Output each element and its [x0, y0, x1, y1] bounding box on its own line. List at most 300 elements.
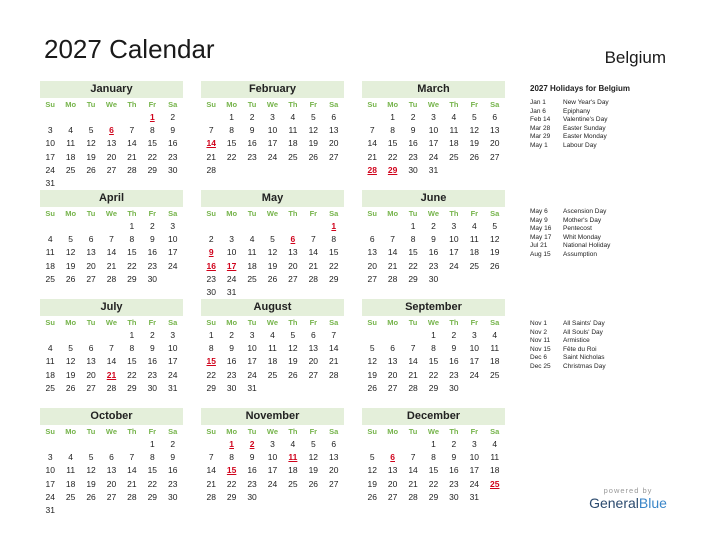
- holiday-name: Labour Day: [563, 141, 597, 149]
- day-cell: 6: [390, 343, 395, 354]
- day-cell: 29: [428, 491, 439, 502]
- empty-day: [101, 329, 121, 342]
- weekday-label: Su: [206, 318, 216, 327]
- empty-day: [101, 111, 121, 124]
- month-name: March: [362, 81, 505, 98]
- weekday-label: Tu: [247, 427, 257, 436]
- day-cell: 30: [408, 164, 418, 175]
- day-cell: 4: [290, 112, 296, 122]
- day-cell: 18: [45, 260, 55, 271]
- day-cell: 3: [270, 112, 275, 122]
- day-cell: 13: [329, 125, 339, 136]
- weekday-label: Sa: [168, 100, 178, 109]
- day-cell: 21: [367, 151, 377, 162]
- day-cell: 6: [88, 234, 94, 245]
- weekday-label: Tu: [408, 100, 418, 109]
- weekday-label: We: [105, 318, 118, 327]
- day-cell: 27: [288, 273, 298, 284]
- weekday-label: Sa: [329, 209, 339, 218]
- weekday-label: Fr: [148, 318, 157, 327]
- brand-powered: powered by: [603, 486, 653, 495]
- holiday-date: Nov 2: [530, 328, 547, 336]
- empty-day: [201, 438, 221, 451]
- holiday-row: [530, 363, 680, 372]
- month-name: January: [40, 81, 183, 98]
- day-cell: 7: [410, 452, 416, 463]
- month-name: December: [362, 408, 505, 425]
- day-cell: 3: [249, 330, 255, 340]
- day-cell: 12: [86, 138, 96, 149]
- day-cell: 24: [449, 260, 459, 271]
- day-cell: 17: [428, 138, 439, 149]
- day-cell: 16: [428, 247, 439, 258]
- holiday-name: Easter Sunday: [563, 124, 606, 132]
- weekday-label: Tu: [86, 209, 96, 218]
- day-cell: 31: [428, 164, 439, 175]
- empty-day: [201, 111, 221, 124]
- day-cell: 22: [226, 478, 237, 489]
- day-cell: 9: [451, 452, 457, 463]
- holiday-group: [530, 208, 680, 259]
- day-cell: 13: [329, 452, 339, 463]
- day-cell: 7: [129, 125, 135, 136]
- weekday-label: Th: [449, 318, 459, 327]
- day-cell: 6: [369, 234, 375, 245]
- day-cell: 19: [490, 247, 500, 258]
- month-december: [362, 408, 505, 504]
- day-cell: 28: [127, 164, 137, 175]
- day-cell: 30: [226, 382, 237, 393]
- holiday-date: Nov 1: [530, 320, 547, 327]
- day-cell: 4: [290, 439, 296, 449]
- day-cell: 25: [469, 260, 480, 271]
- day-cell: 18: [65, 151, 76, 162]
- day-cell: 13: [106, 138, 117, 149]
- day-cell: 6: [88, 343, 94, 354]
- day-cell: 2: [410, 112, 416, 122]
- weekday-label: Su: [206, 209, 216, 218]
- holidays-title: 2027 Holidays for Belgium: [530, 84, 631, 93]
- day-cell: 9: [249, 452, 255, 463]
- holiday-date: May 6: [530, 208, 548, 215]
- day-cell: 14: [106, 247, 117, 258]
- holiday-name: National Holiday: [563, 242, 611, 249]
- day-cell: 19: [65, 369, 76, 380]
- empty-day: [262, 220, 282, 233]
- holiday-row: [530, 116, 680, 125]
- holiday-row: [530, 225, 680, 234]
- day-cell: 14: [367, 138, 377, 149]
- day-cell: 14: [308, 247, 319, 258]
- day-cell: 26: [308, 478, 319, 489]
- day-cell: 28: [106, 273, 117, 284]
- day-cell: 11: [247, 247, 257, 258]
- day-cell: 23: [247, 151, 257, 162]
- page-title: 2027 Calendar: [44, 34, 215, 64]
- holiday-date: May 16: [530, 225, 552, 232]
- day-cell: 29: [147, 491, 158, 502]
- holiday-date: Feb 14: [530, 116, 551, 123]
- weekday-label: Mo: [387, 318, 399, 327]
- weekday-label: Sa: [490, 100, 500, 109]
- day-cell: 5: [471, 112, 477, 122]
- day-cell: 5: [270, 234, 275, 245]
- day-cell: 16: [226, 356, 237, 367]
- holiday-row: [530, 133, 680, 142]
- day-cell: 30: [428, 273, 439, 284]
- weekday-label: We: [105, 427, 118, 436]
- weekday-label: Su: [367, 318, 377, 327]
- day-cell: 8: [431, 343, 436, 354]
- holiday-date: Nov 15: [530, 345, 551, 353]
- day-cell: 25: [490, 369, 500, 380]
- day-cell: 23: [147, 369, 158, 380]
- day-cell: 4: [68, 125, 73, 136]
- holiday-day: 25: [490, 478, 500, 489]
- month-name: September: [362, 299, 505, 316]
- day-cell: 26: [469, 151, 480, 162]
- weekday-label: Tu: [86, 318, 96, 327]
- holiday-day: 1: [149, 112, 155, 122]
- day-cell: 9: [170, 125, 176, 136]
- day-cell: 22: [387, 151, 398, 162]
- weekday-label: Mo: [65, 318, 77, 327]
- day-cell: 27: [308, 369, 319, 380]
- day-cell: 18: [288, 138, 298, 149]
- month-october: [40, 408, 183, 517]
- day-cell: 22: [147, 151, 158, 162]
- day-cell: 18: [247, 260, 257, 271]
- day-cell: 27: [329, 151, 339, 162]
- day-cell: 19: [65, 260, 76, 271]
- weekday-label: Sa: [329, 100, 339, 109]
- day-cell: 10: [45, 138, 55, 149]
- empty-day: [60, 220, 80, 233]
- holiday-row: [530, 208, 680, 217]
- day-cell: 3: [47, 452, 53, 463]
- day-cell: 24: [168, 369, 178, 380]
- day-cell: 6: [331, 112, 337, 122]
- day-cell: 11: [45, 247, 55, 258]
- weekday-label: Tu: [86, 427, 96, 436]
- day-cell: 22: [127, 260, 137, 271]
- day-cell: 10: [247, 343, 257, 354]
- day-cell: 13: [288, 247, 298, 258]
- empty-day: [60, 111, 80, 124]
- day-cell: 31: [168, 382, 178, 393]
- day-cell: 8: [129, 343, 135, 354]
- day-cell: 14: [408, 356, 418, 367]
- holiday-day: 28: [367, 164, 377, 175]
- holiday-date: Mar 28: [530, 124, 551, 132]
- day-cell: 8: [410, 234, 416, 245]
- weekday-label: Mo: [226, 318, 238, 327]
- holiday-name: All Souls' Day: [563, 328, 603, 336]
- day-cell: 1: [129, 330, 135, 340]
- holiday-name: Saint Nicholas: [563, 354, 605, 361]
- day-cell: 16: [147, 356, 158, 367]
- day-cell: 8: [229, 452, 234, 463]
- day-cell: 21: [206, 151, 216, 162]
- day-cell: 25: [247, 273, 257, 284]
- day-cell: 7: [109, 343, 114, 354]
- day-cell: 16: [408, 138, 418, 149]
- day-cell: 12: [367, 465, 377, 476]
- day-cell: 12: [308, 452, 319, 463]
- day-cell: 19: [267, 260, 278, 271]
- day-cell: 28: [206, 491, 216, 502]
- weekday-label: Su: [45, 100, 55, 109]
- holiday-date: Jan 6: [530, 107, 546, 115]
- weekday-label: We: [105, 100, 118, 109]
- day-cell: 22: [428, 478, 439, 489]
- day-cell: 2: [249, 112, 255, 122]
- holiday-day: 11: [288, 452, 298, 463]
- holiday-row: [530, 337, 680, 346]
- holiday-date: Jan 1: [530, 99, 546, 106]
- month-february: [201, 81, 344, 177]
- day-cell: 25: [45, 382, 55, 393]
- day-cell: 26: [288, 369, 298, 380]
- empty-day: [362, 438, 382, 451]
- day-cell: 7: [390, 234, 395, 245]
- day-cell: 11: [449, 125, 459, 136]
- day-cell: 7: [208, 125, 214, 136]
- day-cell: 15: [127, 247, 137, 258]
- day-cell: 14: [408, 465, 418, 476]
- weekday-label: Mo: [226, 427, 238, 436]
- day-cell: 3: [270, 439, 275, 449]
- day-cell: 18: [449, 138, 459, 149]
- weekday-label: Fr: [470, 318, 479, 327]
- holiday-day: 17: [226, 260, 237, 271]
- holiday-day: 16: [206, 260, 216, 271]
- holiday-name: Mother's Day: [563, 216, 602, 224]
- day-cell: 25: [267, 369, 278, 380]
- day-cell: 10: [226, 247, 237, 258]
- day-cell: 28: [127, 491, 137, 502]
- day-cell: 14: [127, 138, 137, 149]
- day-cell: 21: [127, 151, 137, 162]
- day-cell: 8: [129, 234, 135, 245]
- day-cell: 9: [170, 452, 176, 463]
- day-cell: 26: [86, 491, 96, 502]
- day-cell: 4: [47, 343, 53, 354]
- weekday-label: Th: [288, 427, 298, 436]
- empty-day: [40, 111, 60, 124]
- day-cell: 9: [229, 343, 234, 354]
- weekday-label: Mo: [226, 100, 238, 109]
- weekday-label: Fr: [309, 209, 318, 218]
- weekday-label: We: [105, 209, 118, 218]
- day-cell: 16: [247, 465, 257, 476]
- day-cell: 16: [449, 356, 459, 367]
- day-cell: 30: [168, 164, 178, 175]
- holiday-row: [530, 234, 680, 243]
- day-cell: 26: [367, 491, 377, 502]
- weekday-label: We: [427, 209, 440, 218]
- holiday-day: 2: [249, 439, 255, 449]
- weekday-label: Su: [367, 427, 377, 436]
- empty-day: [283, 220, 303, 233]
- weekday-label: Mo: [65, 209, 77, 218]
- day-cell: 29: [206, 382, 216, 393]
- month-april: [40, 190, 183, 286]
- weekday-label: Su: [367, 100, 377, 109]
- day-cell: 20: [387, 478, 398, 489]
- day-cell: 4: [68, 452, 73, 463]
- day-cell: 14: [387, 247, 398, 258]
- day-cell: 31: [226, 286, 237, 297]
- day-cell: 24: [168, 260, 178, 271]
- day-cell: 13: [387, 465, 398, 476]
- holiday-date: May 1: [530, 141, 548, 149]
- month-name: August: [201, 299, 344, 316]
- day-cell: 17: [247, 356, 257, 367]
- weekday-label: Sa: [490, 209, 500, 218]
- day-cell: 30: [206, 286, 216, 297]
- weekday-label: Th: [288, 209, 298, 218]
- day-cell: 10: [45, 465, 55, 476]
- day-cell: 10: [267, 125, 278, 136]
- day-cell: 26: [65, 382, 76, 393]
- day-cell: 19: [469, 138, 480, 149]
- empty-day: [221, 220, 241, 233]
- holiday-day: 6: [290, 234, 296, 245]
- day-cell: 27: [106, 164, 117, 175]
- day-cell: 28: [408, 382, 418, 393]
- day-cell: 11: [66, 465, 76, 476]
- empty-day: [40, 438, 60, 451]
- month-may: [201, 190, 344, 299]
- weekday-label: Su: [45, 209, 55, 218]
- empty-day: [362, 329, 382, 342]
- holiday-name: Whit Monday: [563, 233, 601, 241]
- day-cell: 30: [147, 382, 158, 393]
- day-cell: 27: [387, 491, 398, 502]
- day-cell: 23: [226, 369, 237, 380]
- day-cell: 27: [367, 273, 377, 284]
- day-cell: 5: [369, 343, 375, 354]
- day-cell: 1: [390, 112, 395, 122]
- brand-logo: [588, 486, 668, 511]
- day-cell: 15: [226, 138, 237, 149]
- day-cell: 10: [469, 343, 480, 354]
- day-cell: 16: [147, 247, 158, 258]
- day-cell: 21: [106, 260, 117, 271]
- weekday-label: Sa: [490, 318, 500, 327]
- day-cell: 23: [206, 273, 216, 284]
- day-cell: 14: [127, 465, 137, 476]
- holiday-day: 1: [331, 221, 337, 231]
- empty-day: [122, 111, 142, 124]
- day-cell: 24: [267, 151, 278, 162]
- day-cell: 6: [109, 452, 114, 463]
- day-cell: 3: [471, 330, 477, 340]
- day-cell: 24: [45, 491, 55, 502]
- holiday-name: Armistice: [563, 337, 590, 344]
- weekday-label: Fr: [148, 100, 157, 109]
- day-cell: 27: [490, 151, 500, 162]
- weekday-label: Th: [127, 318, 137, 327]
- weekday-label: Sa: [168, 209, 178, 218]
- holiday-row: [530, 99, 680, 108]
- day-cell: 7: [369, 125, 375, 136]
- day-cell: 20: [288, 260, 298, 271]
- day-cell: 21: [329, 356, 339, 367]
- day-cell: 13: [367, 247, 377, 258]
- day-cell: 22: [206, 369, 216, 380]
- day-cell: 20: [106, 151, 117, 162]
- brand-blue: Blue: [638, 495, 667, 511]
- day-cell: 13: [86, 247, 96, 258]
- day-cell: 11: [45, 356, 55, 367]
- day-cell: 5: [290, 330, 296, 340]
- day-cell: 31: [469, 491, 480, 502]
- day-cell: 21: [206, 478, 216, 489]
- holiday-name: Ascension Day: [563, 208, 607, 215]
- day-cell: 8: [149, 452, 155, 463]
- weekday-label: Mo: [387, 427, 399, 436]
- day-cell: 8: [390, 125, 395, 136]
- day-cell: 1: [129, 221, 135, 231]
- day-cell: 7: [109, 234, 114, 245]
- day-cell: 17: [469, 465, 480, 476]
- month-january: [40, 81, 183, 190]
- day-cell: 10: [428, 125, 439, 136]
- holiday-row: [530, 108, 680, 117]
- empty-day: [403, 438, 423, 451]
- day-cell: 17: [45, 151, 55, 162]
- day-cell: 30: [147, 273, 158, 284]
- day-cell: 25: [288, 478, 298, 489]
- weekday-label: Mo: [226, 209, 238, 218]
- holiday-name: All Saints' Day: [563, 320, 605, 327]
- day-cell: 22: [226, 151, 237, 162]
- month-august: [201, 299, 344, 395]
- day-cell: 8: [149, 125, 155, 136]
- day-cell: 19: [86, 478, 96, 489]
- day-cell: 1: [410, 221, 416, 231]
- month-name: October: [40, 408, 183, 425]
- day-cell: 24: [428, 151, 439, 162]
- day-cell: 25: [65, 491, 76, 502]
- day-cell: 20: [329, 465, 339, 476]
- day-cell: 15: [147, 465, 158, 476]
- month-name: July: [40, 299, 183, 316]
- day-cell: 25: [288, 151, 298, 162]
- month-september: [362, 299, 505, 395]
- day-cell: 26: [308, 151, 319, 162]
- day-cell: 6: [310, 330, 316, 340]
- holiday-day: 6: [109, 125, 114, 136]
- day-cell: 24: [247, 369, 257, 380]
- day-cell: 2: [451, 330, 457, 340]
- holiday-date: May 17: [530, 233, 552, 241]
- weekday-label: We: [427, 100, 440, 109]
- day-cell: 23: [449, 369, 459, 380]
- empty-day: [382, 220, 402, 233]
- day-cell: 26: [367, 382, 377, 393]
- day-cell: 3: [170, 221, 176, 231]
- day-cell: 10: [168, 234, 178, 245]
- holiday-row: [530, 142, 680, 151]
- day-cell: 12: [469, 125, 480, 136]
- country-label: Belgium: [604, 48, 666, 67]
- empty-day: [60, 329, 80, 342]
- weekday-label: We: [266, 209, 279, 218]
- holiday-row: [530, 346, 680, 355]
